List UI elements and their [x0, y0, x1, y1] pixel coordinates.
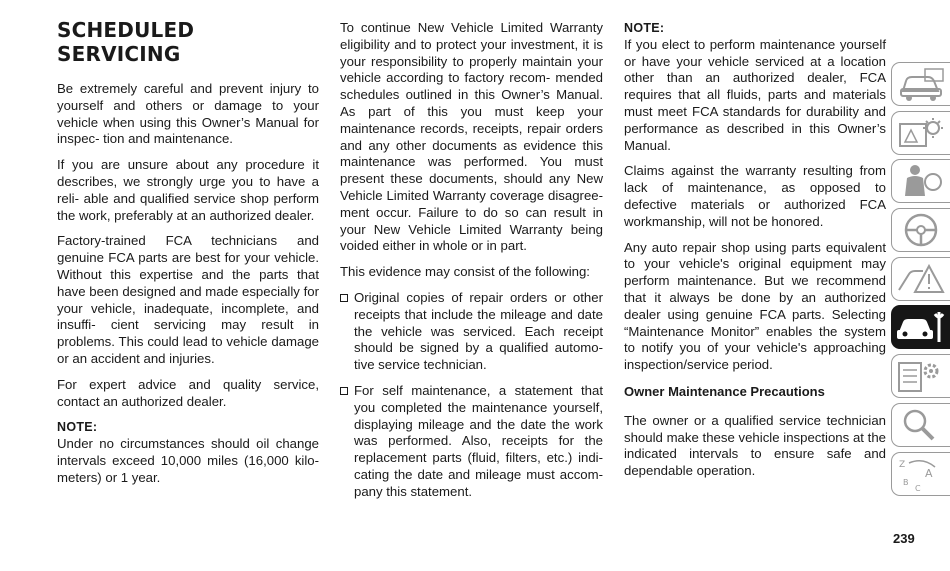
car-icon [895, 65, 947, 103]
page-number: 239 [893, 531, 915, 546]
paragraph: This evidence may consist of the following: [340, 264, 590, 280]
note-label: NOTE: [57, 420, 98, 435]
tab-alphabetical-index[interactable] [891, 452, 950, 496]
paragraph: For expert advice and quality service, contact an authorized dealer. [57, 376, 319, 409]
paragraph: Claims against the warranty resulting from lack of maintenance, as opposed to defective materials or authorized FCA workmanship, will not be honored. [624, 163, 886, 229]
specifications-gear-icon [895, 357, 947, 395]
svg-text:C: C [915, 483, 921, 493]
page-title: SCHEDULED SERVICING [57, 18, 195, 66]
list-item [340, 383, 603, 501]
checkbox-bullet-icon [340, 294, 348, 302]
tab-getting-to-know-vehicle[interactable] [891, 62, 950, 106]
tab-servicing-maintenance[interactable] [891, 305, 950, 349]
column-1 [57, 18, 319, 496]
section-subheading: Owner Maintenance Precautions [624, 383, 825, 399]
paragraph: Any auto repair shop using parts equivalent to your vehicle's original equipment may perform maintenance. But we recommend that it always be done by an authorized dealer using genuine FCA parts. Selecting “Maintenance Monitor” enables the system to notify you of your vehicle's approaching inspection/service period. [624, 239, 886, 373]
paragraph: Be extremely careful and prevent injury to yourself and others or damage to your vehicle when using this Owner’s Manual for inspec- tion and maintenance. [57, 81, 319, 147]
tab-in-case-of-emergency[interactable] [891, 257, 950, 301]
list-item-text: Original copies of repair orders or other receipts that include the mileage and date the vehicle was serviced. Each receipt should be signed by a qualified automo- tive service technician. [354, 289, 603, 373]
paragraph: To continue New Vehicle Limited Warranty eligibility and to protect your investment, it is your responsibility to properly maintain your vehicle according to factory recom- mended schedules outlined in this Owner’s Manual. As part of this you must keep your maintenance records, receipts, repair orders and any other documents as evidence this maintenance was performed. You must present these documents, should any New Vehicle Limited Warranty coverage disagree- ment occur. Failure to do so can result in your New Vehicle Limited Warranty being voided either in whole or in part. [340, 20, 603, 254]
alphabet-index-icon [895, 455, 947, 493]
tab-safety[interactable] [891, 159, 950, 203]
svg-text:B: B [903, 477, 909, 487]
car-wrench-icon [895, 308, 947, 346]
svg-text:A: A [925, 466, 933, 480]
paragraph: If you are unsure about any procedure it describes, we strongly urge you to have a reli- able and qualified service shop perform the work, preferably at an authorized dealer. [57, 157, 319, 223]
note-text: Under no circumstances should oil change intervals exceed 10,000 miles (16,000 kilo- meters) or 1 year. [57, 436, 319, 485]
paragraph: Factory-trained FCA technicians and genuine FCA parts are best for your vehicle. Without this expertise and the parts that have been designed and made especially for your vehicle, inadequate, incomplete, and insuffi- cient servicing may result in problems. This could lead to vehicle damage or an accident and injuries. [57, 233, 319, 366]
column-2 [340, 20, 603, 510]
steering-wheel-icon [895, 211, 947, 249]
search-index-icon [895, 406, 947, 444]
dashboard-lights-icon [895, 114, 947, 152]
paragraph: The owner or a qualified service technician should make these vehicle inspections at the indicated intervals to ensure safe and dependable operation. [624, 412, 886, 479]
list-item-text: For self maintenance, a statement that you completed the maintenance yourself, displaying mileage and the date the work was performed. Also, receipts for the replacement parts (fluid, filters, etc.) indi- cating the date and mileage must accom- pany this statement. [354, 382, 603, 499]
side-tabs [891, 62, 950, 500]
tab-index-search[interactable] [891, 403, 950, 447]
tab-starting-operating[interactable] [891, 208, 950, 252]
checkbox-bullet-icon [340, 387, 348, 395]
tab-instrument-panel[interactable] [891, 111, 950, 155]
tab-technical-specifications[interactable] [891, 354, 950, 398]
roadside-warning-icon [895, 260, 947, 298]
note-text: If you elect to perform maintenance yourself or have your vehicle serviced at a location other than an authorized dealer, FCA requires that all fluids, parts and materials must meet FCA standards for durability and performance as described in this Owner’s Manual. [624, 36, 886, 153]
column-3 [624, 20, 886, 489]
list-item [340, 290, 603, 374]
airbag-person-icon [895, 162, 947, 200]
svg-text:Z: Z [899, 459, 906, 470]
note-label: NOTE: [624, 21, 665, 35]
